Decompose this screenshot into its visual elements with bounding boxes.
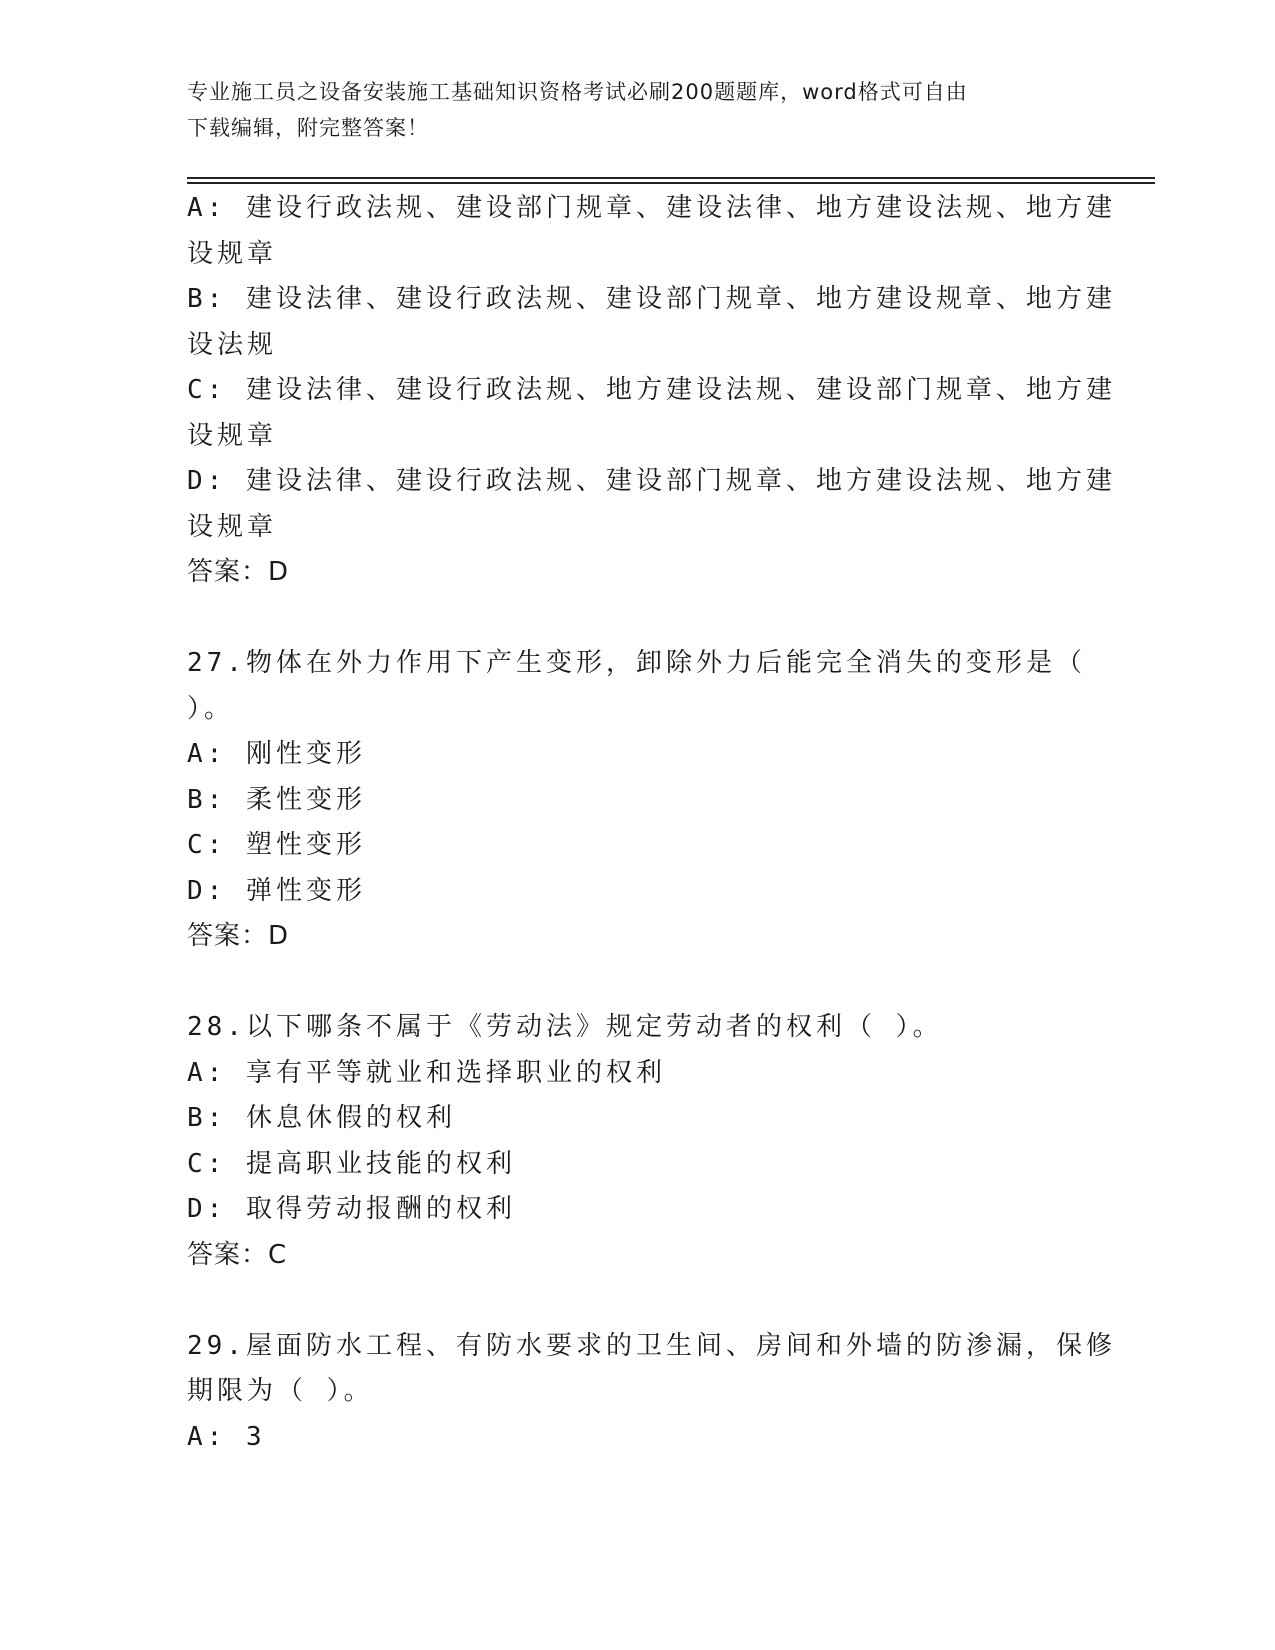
q27-stem-line-1: 27.物体在外力作用下产生变形，卸除外力后能完全消失的变形是（: [187, 648, 1086, 678]
header-divider-top: [187, 177, 1155, 179]
question-26: [187, 186, 1116, 596]
q28-answer: 答案：C: [187, 1239, 288, 1270]
header-divider-bottom: [187, 182, 1155, 184]
q27-option-d: D: 弹性变形: [187, 875, 366, 906]
q27-option-a: A: 刚性变形: [187, 739, 366, 769]
q26-answer: 答案：D: [187, 557, 290, 587]
question-body: [187, 186, 1116, 1460]
q29-stem-line-1: 29.屋面防水工程、有防水要求的卫生间、房间和外墙的防渗漏，保修: [187, 1330, 1116, 1361]
question-spacer: [187, 960, 1087, 1006]
q28-option-b: B: 休息休假的权利: [187, 1103, 456, 1133]
q28-option-a: A: 享有平等就业和选择职业的权利: [187, 1057, 666, 1088]
q26-option-c-line-1: C: 建设法律、建设行政法规、地方建设法规、建设部门规章、地方建: [187, 375, 1116, 405]
q29-option-a: A: 3: [187, 1421, 266, 1452]
q26-option-a-line-2: 设规章: [187, 238, 278, 269]
q27-answer: 答案：D: [187, 921, 290, 951]
q28-stem: 28.以下哪条不属于《劳动法》规定劳动者的权利（ ）。: [187, 1012, 943, 1042]
q27-stem-line-2: ）。: [187, 693, 235, 724]
q26-option-d-line-1: D: 建设法律、建设行政法规、建设部门规章、地方建设法规、地方建: [187, 466, 1116, 496]
q27-option-b: B: 柔性变形: [187, 784, 366, 815]
q27-option-c: C: 塑性变形: [187, 830, 366, 860]
q26-option-b-line-2: 设法规: [187, 329, 278, 360]
document-header: [187, 74, 1077, 146]
question-27: [187, 641, 1087, 960]
question-spacer: [187, 596, 1087, 642]
q26-option-b-line-1: B: 建设法律、建设行政法规、建设部门规章、地方建设规章、地方建: [187, 284, 1116, 314]
header-line-2: 下载编辑，附完整答案！: [187, 116, 429, 140]
q26-option-c-line-2: 设规章: [187, 420, 278, 451]
q26-option-a-line-1: A: 建设行政法规、建设部门规章、建设法律、地方建设法规、地方建: [187, 193, 1116, 223]
question-29: [187, 1324, 1116, 1461]
q29-stem-line-2: 期限为（ ）。: [187, 1376, 374, 1406]
question-spacer: [187, 1278, 1087, 1324]
question-28: [187, 1005, 1087, 1278]
q28-option-d: D: 取得劳动报酬的权利: [187, 1194, 516, 1224]
header-line-1: 专业施工员之设备安装施工基础知识资格考试必刷200题题库，word格式可自由: [187, 80, 968, 104]
q28-option-c: C: 提高职业技能的权利: [187, 1148, 516, 1179]
q26-option-d-line-2: 设规章: [187, 511, 278, 542]
